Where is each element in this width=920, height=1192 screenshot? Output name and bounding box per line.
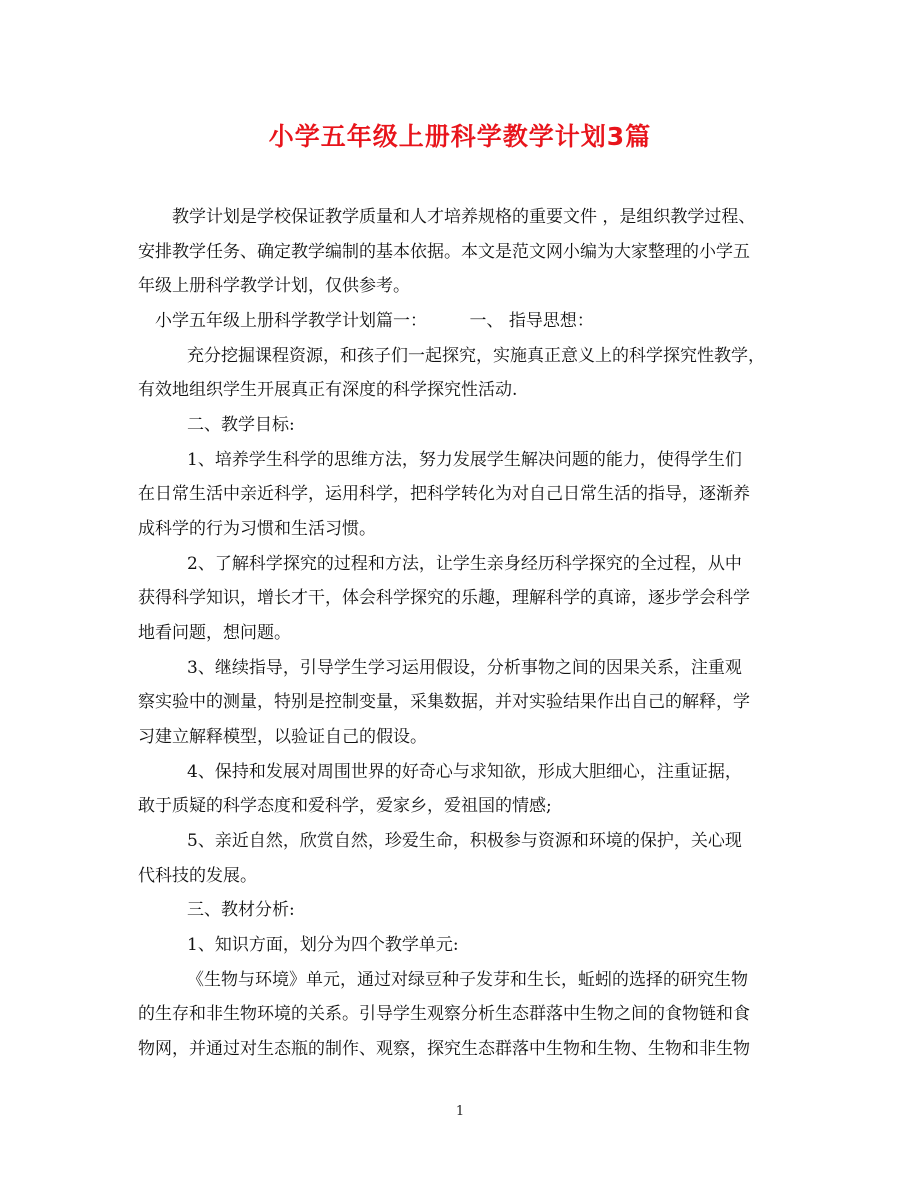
paragraph-line: 地看问题，想问题。 <box>138 623 291 643</box>
paragraph-line: 安排教学任务、确定教学编制的基本依据。本文是范文网小编为大家整理的小学五 <box>138 242 750 262</box>
paragraph-line: 教学计划是学校保证教学质量和人才培养规格的重要文件 ，是组织教学过程、 <box>172 207 756 227</box>
paragraph-line: 1、培养学生科学的思维方法，努力发展学生解决问题的能力，使得学生们 <box>187 450 742 470</box>
paragraph-line: 获得科学知识，增长才干，体会科学探究的乐趣，理解科学的真谛，逐步学会科学 <box>138 588 750 608</box>
paragraph-line: 充分挖掘课程资源，和孩子们一起探究，实施真正意义上的科学探究性教学， <box>187 346 765 366</box>
paragraph-line: 2、了解科学探究的过程和方法，让学生亲身经历科学探究的全过程，从中 <box>187 554 742 574</box>
paragraph-line: 代科技的发展。 <box>138 866 257 886</box>
paragraph-line: 有效地组织学生开展真正有深度的科学探究性活动. <box>138 380 518 400</box>
paragraph-line: 物网，并通过对生态瓶的制作、观察，探究生态群落中生物和生物、生物和非生物 <box>138 1039 750 1059</box>
paragraph-line: 3、继续指导，引导学生学习运用假设，分析事物之间的因果关系，注重观 <box>187 658 742 678</box>
paragraph-line: 习建立解释模型，以验证自己的假设。 <box>138 727 427 747</box>
paragraph-line: 《生物与环境》单元，通过对绿豆种子发芽和生长，蚯蚓的选择的研究生物 <box>187 970 748 990</box>
paragraph-line: 1、知识方面，划分为四个教学单元: <box>187 935 459 955</box>
paragraph-line: 的生存和非生物环境的关系。引导学生观察分析生态群落中生物之间的食物链和食 <box>138 1004 750 1024</box>
section-heading-line: 三、教材分析: <box>187 900 295 920</box>
paragraph-line: 年级上册科学教学计划，仅供参考。 <box>138 276 410 296</box>
paragraph-line: 在日常生活中亲近科学，运用科学，把科学转化为对自己日常生活的指导，逐渐养 <box>138 484 750 504</box>
section-heading-line: 二、教学目标: <box>187 415 295 435</box>
paragraph-line: 4、保持和发展对周围世界的好奇心与求知欲，形成大胆细心，注重证据， <box>187 762 742 782</box>
section-heading-line: 小学五年级上册科学教学计划篇一： 一、 指导思想： <box>155 311 594 331</box>
paragraph-line: 敢于质疑的科学态度和爱科学，爱家乡，爱祖国的情感; <box>138 796 552 816</box>
paragraph-line: 察实验中的测量，特别是控制变量，采集数据，并对实验结果作出自己的解释，学 <box>138 692 750 712</box>
paragraph-line: 成科学的行为习惯和生活习惯。 <box>138 519 376 539</box>
paragraph-line: 5、亲近自然，欣赏自然，珍爱生命，积极参与资源和环境的保护，关心现 <box>187 831 742 851</box>
document-title: 小学五年级上册科学教学计划3篇 <box>268 122 652 151</box>
page-number: 1 <box>455 1104 465 1119</box>
